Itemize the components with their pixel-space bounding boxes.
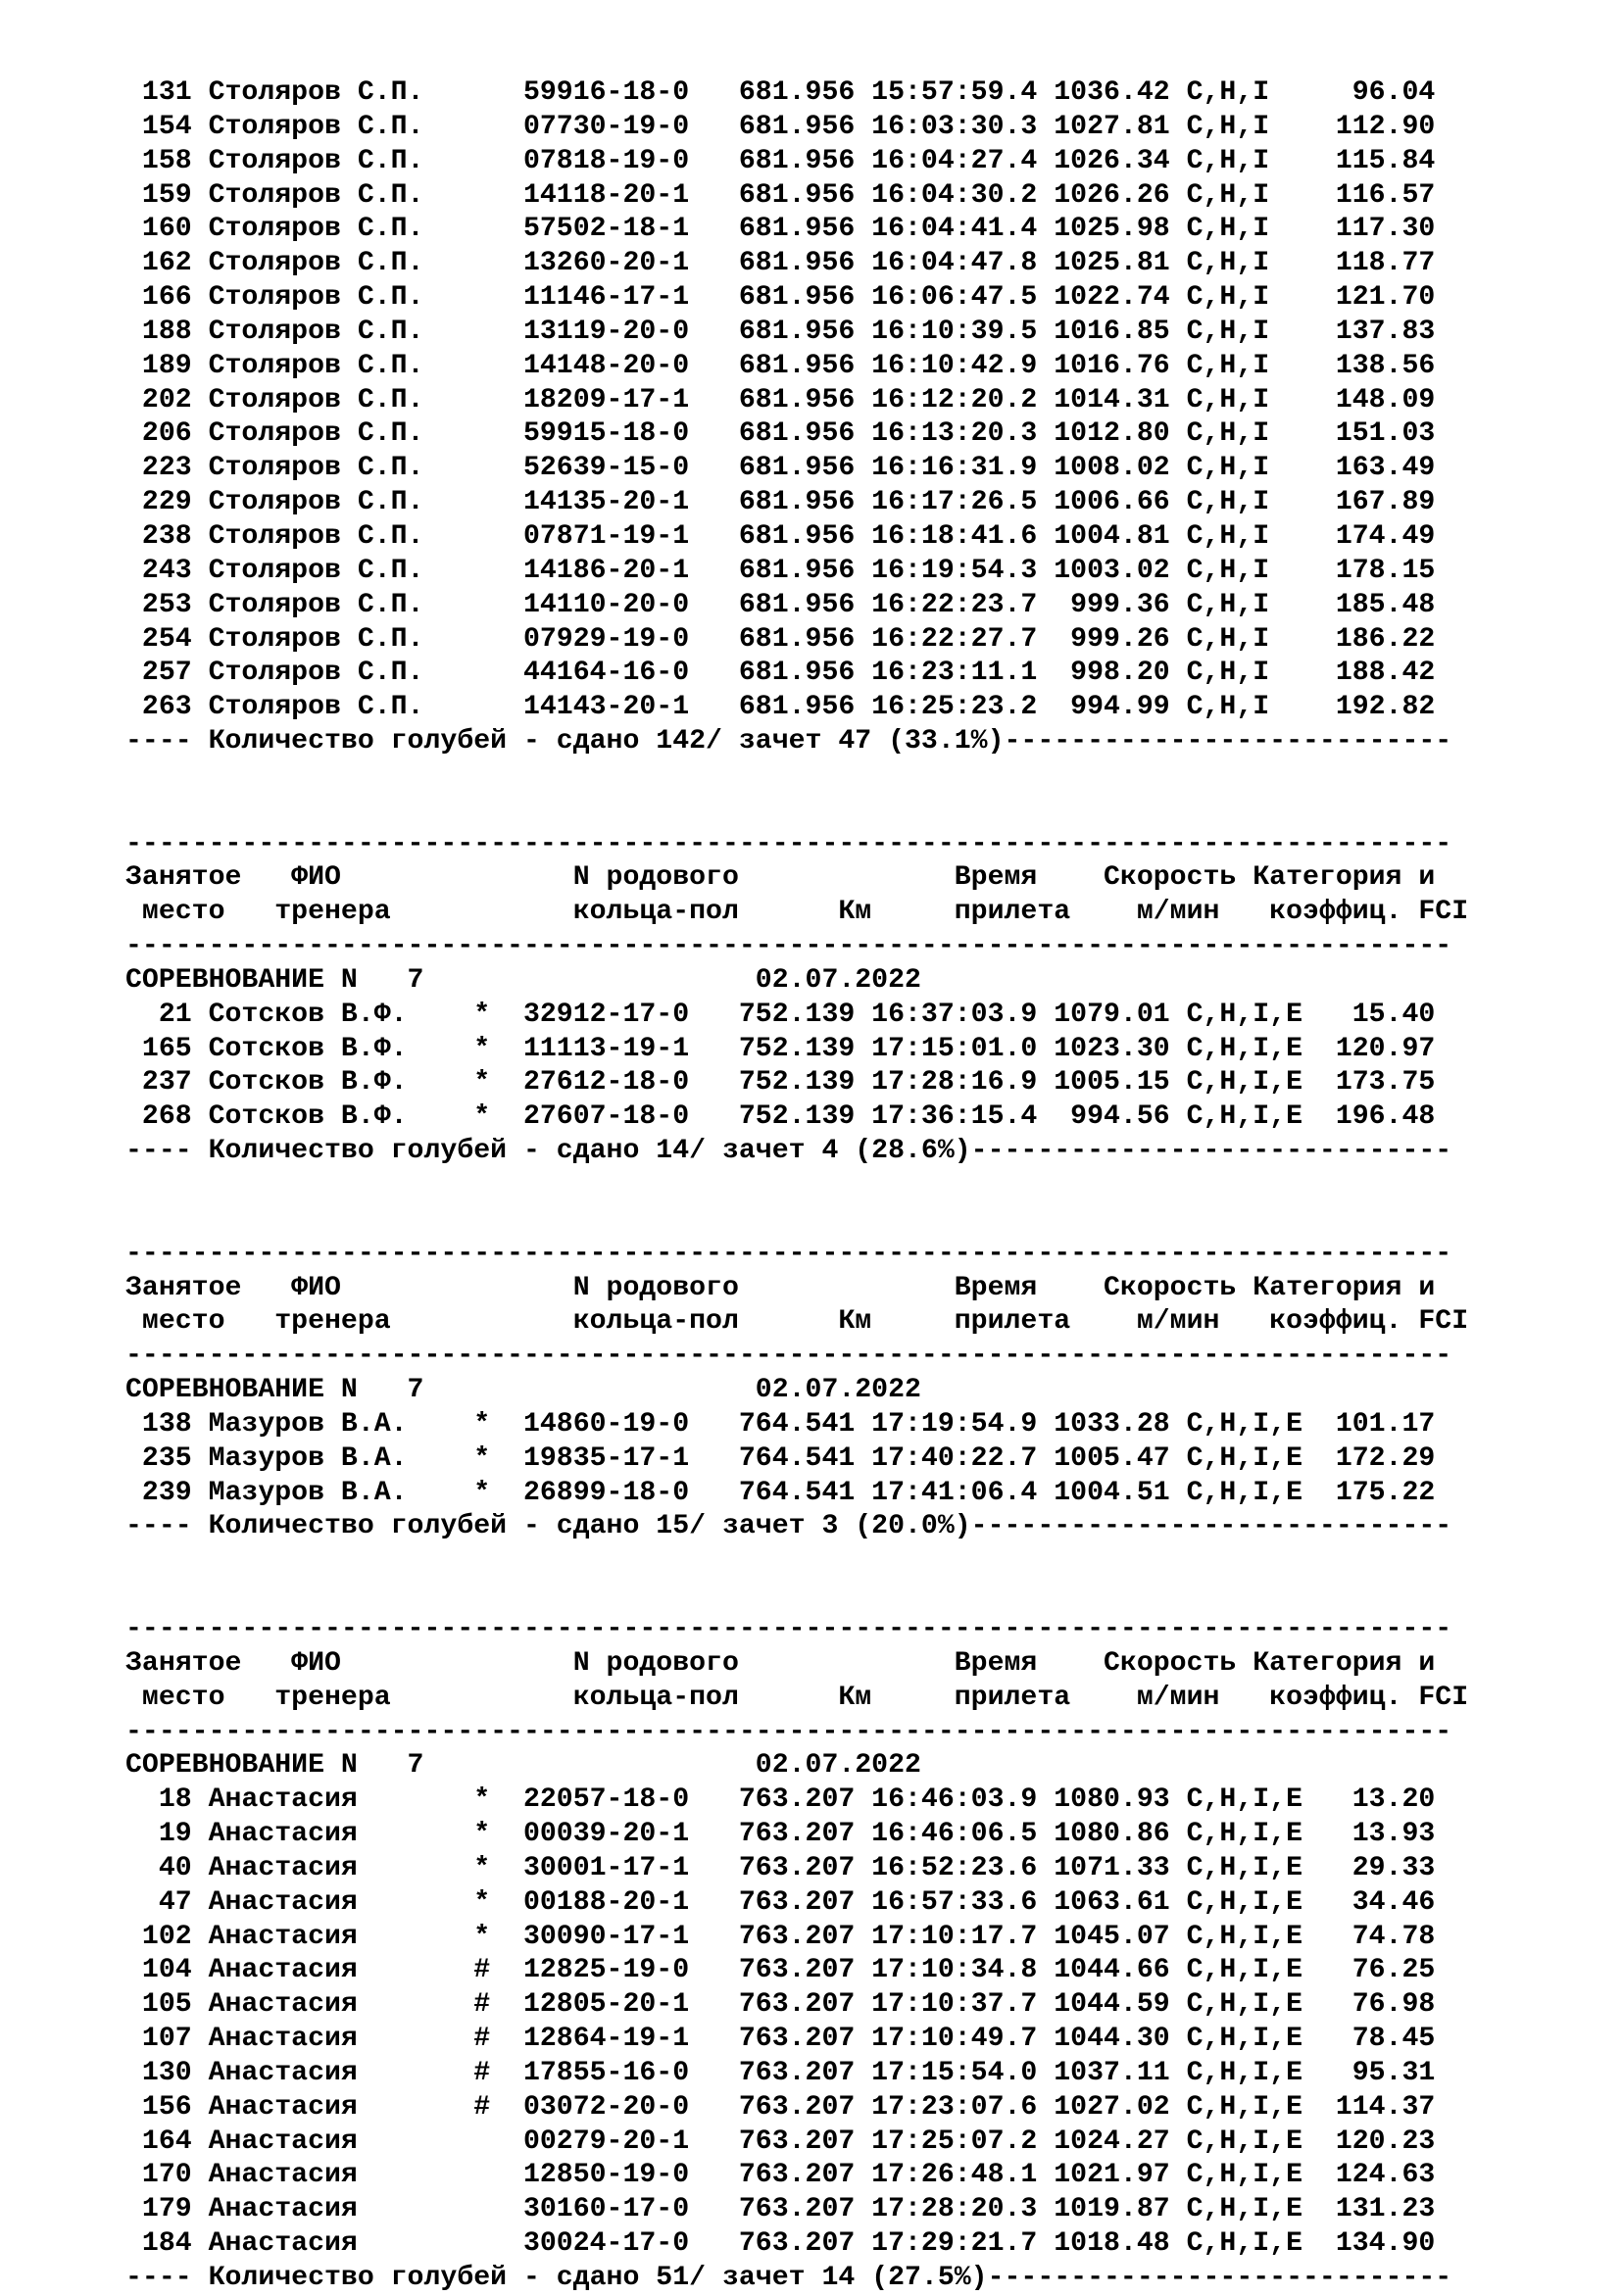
result-row: 243 Столяров С.П. 14186-20-1 681.956 16:19:54.3 1003.02 C,H,I 178.15 xyxy=(125,555,1436,586)
results-document xyxy=(125,76,1468,2296)
result-row: 162 Столяров С.П. 13260-20-1 681.956 16:04:47.8 1025.81 C,H,I 118.77 xyxy=(125,248,1436,279)
result-row: 189 Столяров С.П. 14148-20-0 681.956 16:10:42.9 1016.76 C,H,I 138.56 xyxy=(125,350,1436,381)
result-row: 40 Анастасия * 30001-17-1 763.207 16:52:23.6 1071.33 C,H,I,E 29.33 xyxy=(125,1852,1436,1883)
table-header-row-2: место тренера кольца-пол Км прилета м/мин коэффиц. FCI xyxy=(125,1306,1469,1338)
result-row: 223 Столяров С.П. 52639-15-0 681.956 16:16:31.9 1008.02 C,H,I 163.49 xyxy=(125,453,1436,484)
competition-line: СОРЕВНОВАНИЕ N 7 02.07.2022 xyxy=(125,1375,921,1406)
table-header-row-2: место тренера кольца-пол Км прилета м/мин коэффиц. FCI xyxy=(125,897,1469,928)
result-row: 263 Столяров С.П. 14143-20-1 681.956 16:25:23.2 994.99 C,H,I 192.82 xyxy=(125,692,1436,723)
table-header-row-2: место тренера кольца-пол Км прилета м/мин коэффиц. FCI xyxy=(125,1682,1469,1713)
result-row: 18 Анастасия * 22057-18-0 763.207 16:46:03.9 1080.93 C,H,I,E 13.20 xyxy=(125,1784,1436,1816)
divider: -------------------------------------------------------------------------------- xyxy=(125,1238,1452,1269)
competition-line: СОРЕВНОВАНИЕ N 7 02.07.2022 xyxy=(125,964,921,996)
result-row: 105 Анастасия # 12805-20-1 763.207 17:10:37.7 1044.59 C,H,I,E 76.98 xyxy=(125,1989,1436,2021)
section-summary: ---- Количество голубей - сдано 142/ зачет 47 (33.1%)--------------------------- xyxy=(125,726,1452,757)
result-row: 107 Анастасия # 12864-19-1 763.207 17:10:49.7 1044.30 C,H,I,E 78.45 xyxy=(125,2024,1436,2055)
result-row: 47 Анастасия * 00188-20-1 763.207 16:57:33.6 1063.61 C,H,I,E 34.46 xyxy=(125,1886,1436,1918)
result-row: 166 Столяров С.П. 11146-17-1 681.956 16:06:47.5 1022.74 C,H,I 121.70 xyxy=(125,282,1436,314)
result-row: 206 Столяров С.П. 59915-18-0 681.956 16:13:20.3 1012.80 C,H,I 151.03 xyxy=(125,418,1436,450)
result-row: 235 Мазуров В.А. * 19835-17-1 764.541 17:40:22.7 1005.47 C,H,I,E 172.29 xyxy=(125,1442,1436,1474)
result-row: 268 Сотсков В.Ф. * 27607-18-0 752.139 17:36:15.4 994.56 C,H,I,E 196.48 xyxy=(125,1101,1436,1133)
result-row: 131 Столяров С.П. 59916-18-0 681.956 15:57:59.4 1036.42 C,H,I 96.04 xyxy=(125,77,1436,108)
result-row: 154 Столяров С.П. 07730-19-0 681.956 16:03:30.3 1027.81 C,H,I 112.90 xyxy=(125,111,1436,142)
result-row: 239 Мазуров В.А. * 26899-18-0 764.541 17:41:06.4 1004.51 C,H,I,E 175.22 xyxy=(125,1477,1436,1508)
result-row: 237 Сотсков В.Ф. * 27612-18-0 752.139 17:28:16.9 1005.15 C,H,I,E 173.75 xyxy=(125,1067,1436,1099)
result-row: 138 Мазуров В.А. * 14860-19-0 764.541 17:19:54.9 1033.28 C,H,I,E 101.17 xyxy=(125,1408,1436,1440)
result-row: 102 Анастасия * 30090-17-1 763.207 17:10:17.7 1045.07 C,H,I,E 74.78 xyxy=(125,1921,1436,1952)
result-row: 254 Столяров С.П. 07929-19-0 681.956 16:22:27.7 999.26 C,H,I 186.22 xyxy=(125,623,1436,655)
result-row: 229 Столяров С.П. 14135-20-1 681.956 16:17:26.5 1006.66 C,H,I 167.89 xyxy=(125,487,1436,518)
result-row: 159 Столяров С.П. 14118-20-1 681.956 16:04:30.2 1026.26 C,H,I 116.57 xyxy=(125,179,1436,211)
result-row: 156 Анастасия # 03072-20-0 763.207 17:23:07.6 1027.02 C,H,I,E 114.37 xyxy=(125,2091,1436,2123)
divider: -------------------------------------------------------------------------------- xyxy=(125,931,1452,962)
result-row: 158 Столяров С.П. 07818-19-0 681.956 16:04:27.4 1026.34 C,H,I 115.84 xyxy=(125,145,1436,176)
section-summary: ---- Количество голубей - сдано 51/ зачет 14 (27.5%)---------------------------- xyxy=(125,2263,1452,2293)
table-header-row-1: Занятое ФИО N родового Время Скорость Категория и xyxy=(125,1647,1436,1679)
blank-line xyxy=(125,1203,1468,1238)
competition-line: СОРЕВНОВАНИЕ N 7 02.07.2022 xyxy=(125,1750,921,1782)
result-row: 257 Столяров С.П. 44164-16-0 681.956 16:23:11.1 998.20 C,H,I 188.42 xyxy=(125,658,1436,689)
result-row: 184 Анастасия 30024-17-0 763.207 17:29:21.7 1018.48 C,H,I,E 134.90 xyxy=(125,2228,1436,2260)
result-row: 160 Столяров С.П. 57502-18-1 681.956 16:04:41.4 1025.98 C,H,I 117.30 xyxy=(125,214,1436,245)
blank-line xyxy=(125,1169,1468,1203)
result-row: 202 Столяров С.П. 18209-17-1 681.956 16:12:20.2 1014.31 C,H,I 148.09 xyxy=(125,384,1436,415)
divider: -------------------------------------------------------------------------------- xyxy=(125,828,1452,859)
result-row: 170 Анастасия 12850-19-0 763.207 17:26:48.1 1021.97 C,H,I,E 124.63 xyxy=(125,2160,1436,2191)
section-summary: ---- Количество голубей - сдано 14/ зачет 4 (28.6%)----------------------------- xyxy=(125,1136,1452,1167)
result-row: 21 Сотсков В.Ф. * 32912-17-0 752.139 16:37:03.9 1079.01 C,H,I,E 15.40 xyxy=(125,999,1436,1030)
blank-line xyxy=(125,759,1468,794)
divider: -------------------------------------------------------------------------------- xyxy=(125,1716,1452,1747)
result-row: 130 Анастасия # 17855-16-0 763.207 17:15:54.0 1037.11 C,H,I,E 95.31 xyxy=(125,2057,1436,2088)
section-summary: ---- Количество голубей - сдано 15/ зачет 3 (20.0%)----------------------------- xyxy=(125,1511,1452,1542)
result-row: 164 Анастасия 00279-20-1 763.207 17:25:07.2 1024.27 C,H,I,E 120.23 xyxy=(125,2125,1436,2157)
blank-line xyxy=(125,1579,1468,1613)
result-row: 104 Анастасия # 12825-19-0 763.207 17:10:34.8 1044.66 C,H,I,E 76.25 xyxy=(125,1955,1436,1986)
result-row: 253 Столяров С.П. 14110-20-0 681.956 16:22:23.7 999.36 C,H,I 185.48 xyxy=(125,589,1436,620)
divider: -------------------------------------------------------------------------------- xyxy=(125,1341,1452,1372)
result-row: 19 Анастасия * 00039-20-1 763.207 16:46:06.5 1080.86 C,H,I,E 13.93 xyxy=(125,1819,1436,1850)
table-header-row-1: Занятое ФИО N родового Время Скорость Категория и xyxy=(125,1272,1436,1303)
result-row: 179 Анастасия 30160-17-0 763.207 17:28:20.3 1019.87 C,H,I,E 131.23 xyxy=(125,2194,1436,2225)
divider: -------------------------------------------------------------------------------- xyxy=(125,1613,1452,1644)
result-row: 188 Столяров С.П. 13119-20-0 681.956 16:10:39.5 1016.85 C,H,I 137.83 xyxy=(125,316,1436,347)
table-header-row-1: Занятое ФИО N родового Время Скорость Категория и xyxy=(125,862,1436,894)
blank-line xyxy=(125,794,1468,828)
result-row: 165 Сотсков В.Ф. * 11113-19-1 752.139 17:15:01.0 1023.30 C,H,I,E 120.97 xyxy=(125,1033,1436,1064)
blank-line xyxy=(125,1544,1468,1579)
result-row: 238 Столяров С.П. 07871-19-1 681.956 16:18:41.6 1004.81 C,H,I 174.49 xyxy=(125,520,1436,552)
